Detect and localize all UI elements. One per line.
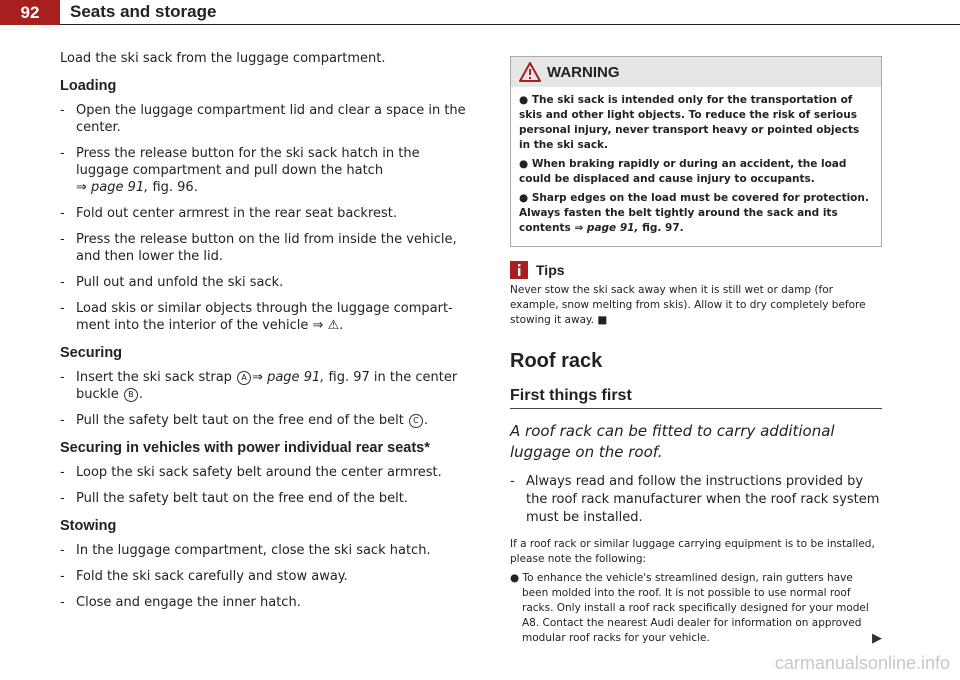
continue-arrow-icon: ▶ — [872, 631, 882, 646]
callout-c-icon: C — [409, 414, 423, 428]
callout-a-icon: A — [237, 371, 251, 385]
header-divider — [60, 24, 960, 25]
securing-step: - Insert the ski sack strap A ⇒ page 91, fig. 97 in the center buckle B . — [60, 370, 458, 402]
securing-step: - Pull the safety belt taut on the free end of the belt C . — [60, 413, 429, 428]
info-icon — [510, 261, 528, 279]
chapter-title: Seats and storage — [70, 2, 217, 21]
page-number: 92 — [0, 0, 60, 25]
warning-triangle-icon — [519, 62, 541, 82]
loading-step: - Fold out center armrest in the rear seat backrest. — [60, 206, 398, 221]
warning-title: WARNING — [547, 63, 620, 81]
warning-item: ● The ski sack is intended only for the transportation of skis and other light objects. To reduce the risk of serious personal injury, never transport heavy or pointed objects in the ski sack. — [519, 94, 860, 151]
power-seats-heading: Securing in vehicles with power individual rear seats* — [60, 440, 430, 456]
warning-item: ● Sharp edges on the load must be covered for protection. Always fasten the belt tightly around the sack and its contents ⇒ page 91, fig. 97. — [519, 192, 869, 234]
page-reference-link[interactable]: ⇒ page 91, — [252, 370, 325, 385]
roof-rack-bullet: ● To enhance the vehicle's streamlined design, rain gutters have been molded into the roof. It is not possible to use normal roof racks. Only install a roof rack specifically designed for your model A8. Contact the nearest Audi dealer for information on approved modular roof racks for your vehicle. — [510, 572, 869, 644]
warning-box — [510, 56, 882, 247]
callout-b-icon: B — [124, 388, 138, 402]
roof-rack-note: If a roof rack or similar luggage carrying equipment is to be installed, please note the following: — [510, 538, 875, 565]
intro-text: Load the ski sack from the luggage compartment. — [60, 51, 386, 66]
warning-header — [511, 57, 881, 87]
roof-rack-step: - Always read and follow the instructions provided by the roof rack manufacturer when the roof rack system must be installed. — [510, 474, 880, 525]
tips-title: Tips — [536, 262, 565, 278]
loading-step: - Open the luggage compartment lid and clear a space in the center. — [60, 103, 466, 135]
left-column — [60, 50, 470, 620]
right-column — [510, 50, 882, 646]
roof-rack-heading: Roof rack — [510, 350, 603, 372]
stowing-heading: Stowing — [60, 518, 117, 534]
stowing-step: - Fold the ski sack carefully and stow away. — [60, 569, 348, 584]
stowing-step: - Close and engage the inner hatch. — [60, 595, 301, 610]
loading-heading: Loading — [60, 78, 117, 94]
watermark: carmanualsonline.info — [774, 653, 950, 673]
roof-rack-intro: A roof rack can be fitted to carry additional luggage on the roof. — [510, 422, 835, 461]
warning-item: ● When braking rapidly or during an accident, the load could be displaced and cause injury to occupants. — [519, 158, 847, 185]
power-seats-step: - Loop the ski sack safety belt around the center armrest. — [60, 465, 442, 480]
first-things-first-heading: First things first — [510, 387, 882, 409]
page-reference-link[interactable]: ⇒ page 91, — [574, 222, 639, 234]
page-reference-link[interactable]: ⇒ page 91, — [76, 180, 149, 195]
loading-step: - Load skis or similar objects through the luggage compart-ment into the interior of the vehicle ⇒ ⚠. — [60, 301, 453, 333]
loading-step: - Press the release button for the ski sack hatch in the luggage compartment and pull down the hatch ⇒ page 91, fig. 96. — [60, 146, 420, 195]
stowing-step: - In the luggage compartment, close the ski sack hatch. — [60, 543, 431, 558]
tips-text: Never stow the ski sack away when it is still wet or damp (for example, snow melting from skis). Allow it to dry completely before stowing it away. ■ — [510, 284, 866, 326]
tips-header — [510, 261, 882, 279]
power-seats-step: - Pull the safety belt taut on the free end of the belt. — [60, 491, 408, 506]
securing-heading: Securing — [60, 345, 123, 361]
loading-step: - Pull out and unfold the ski sack. — [60, 275, 284, 290]
loading-step: - Press the release button on the lid from inside the vehicle, and then lower the lid. — [60, 232, 457, 264]
warning-reference[interactable]: ⇒ ⚠. — [312, 318, 344, 333]
